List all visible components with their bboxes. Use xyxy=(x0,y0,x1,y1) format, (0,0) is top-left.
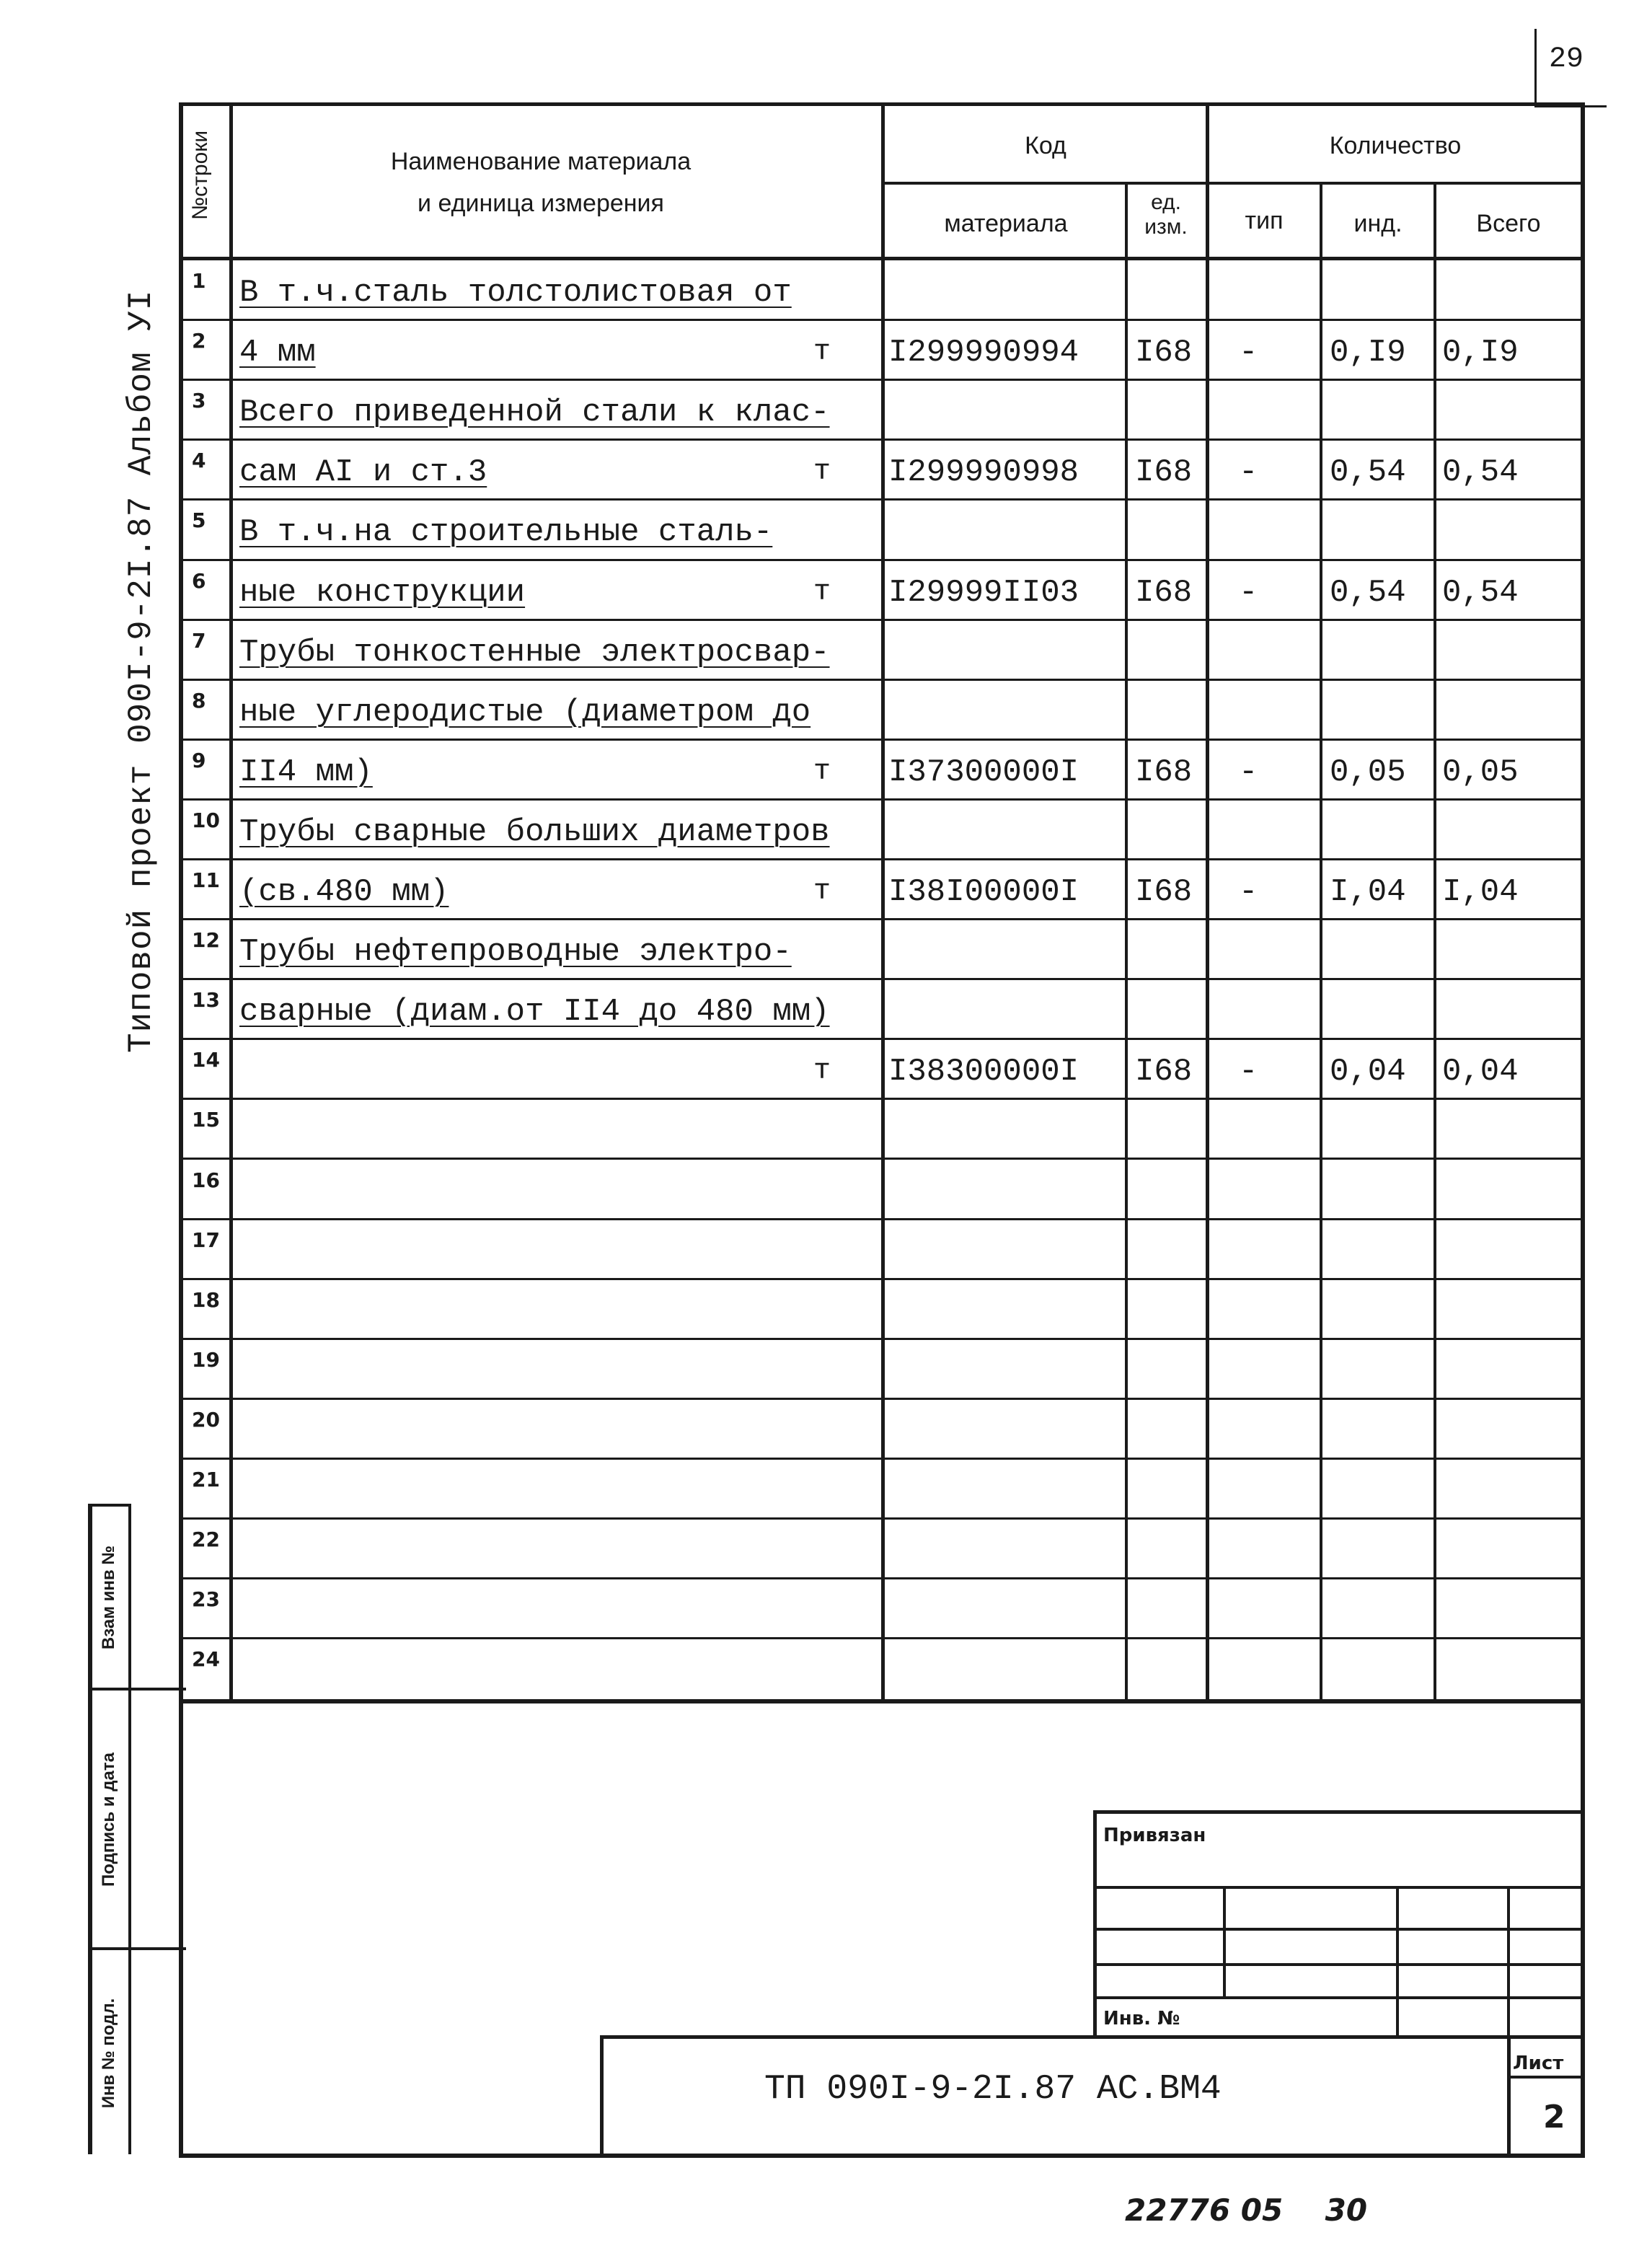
table-bottom-border xyxy=(179,2154,1585,2158)
row-separator xyxy=(179,1637,1585,1639)
row-unit: т xyxy=(813,456,831,488)
tb-col-1 xyxy=(1223,1886,1226,1996)
row-ind: 0,I9 xyxy=(1330,335,1406,371)
row-type: - xyxy=(1239,874,1258,910)
row-separator xyxy=(179,1098,1585,1100)
row-name: В т.ч.сталь толстолистовая от xyxy=(239,275,792,311)
row-ind: 0,04 xyxy=(1330,1054,1406,1090)
row-separator xyxy=(179,1458,1585,1460)
tb-privyazan: Привязан xyxy=(1103,1825,1206,1846)
tb-doc-right xyxy=(1507,2035,1511,2158)
table-body-bottom xyxy=(179,1699,1585,1703)
tb-sheet-label: Лист xyxy=(1513,2053,1564,2074)
row-ind: 0,05 xyxy=(1330,754,1406,790)
row-measure: I68 xyxy=(1135,754,1193,790)
footer-number: 22776 05 30 xyxy=(1125,2192,1368,2228)
row-ind: 0,54 xyxy=(1330,575,1406,611)
row-type: - xyxy=(1239,454,1258,490)
row-name: II4 мм) xyxy=(239,754,373,790)
row-number: 6 xyxy=(192,569,206,593)
row-total: 0,54 xyxy=(1442,454,1519,490)
side-title: Типовой проект 090I-9-2I.87 Альбом УI xyxy=(123,289,160,1053)
col-line-code xyxy=(1125,182,1128,1703)
row-code: I299990994 xyxy=(888,335,1079,371)
row-measure: I68 xyxy=(1135,1054,1193,1090)
row-number: 8 xyxy=(192,689,206,713)
col-line-type xyxy=(1320,182,1322,1703)
row-number: 21 xyxy=(192,1468,220,1491)
row-separator xyxy=(179,1218,1585,1220)
row-number: 22 xyxy=(192,1528,220,1551)
row-ind: 0,54 xyxy=(1330,454,1406,490)
row-name: сварные (диам.от II4 до 480 мм) xyxy=(239,994,830,1030)
row-type: - xyxy=(1239,754,1258,790)
header-total: Всего xyxy=(1476,210,1541,237)
tb-line-3 xyxy=(1093,1963,1585,1966)
row-number: 20 xyxy=(192,1408,220,1432)
row-number: 7 xyxy=(192,629,206,653)
row-total: 0,05 xyxy=(1442,754,1519,790)
header-type: тип xyxy=(1245,207,1284,234)
row-name: Трубы тонкостенные электросвар- xyxy=(239,635,830,671)
row-code: I38300000I xyxy=(888,1054,1079,1090)
header-material: материала xyxy=(944,210,1068,237)
row-separator xyxy=(179,319,1585,321)
row-separator xyxy=(179,1577,1585,1579)
tb-line-4 xyxy=(1093,1996,1585,1999)
row-total: 0,54 xyxy=(1442,575,1519,611)
row-number: 11 xyxy=(192,868,220,892)
row-type: - xyxy=(1239,575,1258,611)
row-type: - xyxy=(1239,335,1258,371)
row-number: 19 xyxy=(192,1348,220,1372)
row-number: 16 xyxy=(192,1168,220,1192)
row-total: 0,04 xyxy=(1442,1054,1519,1090)
row-separator xyxy=(179,1517,1585,1520)
table-left-border xyxy=(179,102,183,2158)
row-separator xyxy=(179,1338,1585,1340)
row-number: 3 xyxy=(192,389,206,413)
col-line-name xyxy=(881,102,885,1703)
row-name: Трубы нефтепроводные электро- xyxy=(239,934,792,970)
page-number: 29 xyxy=(1549,43,1584,76)
row-unit: т xyxy=(813,576,831,609)
row-separator xyxy=(179,1038,1585,1040)
row-separator xyxy=(179,1158,1585,1160)
tb-doc-left xyxy=(600,2035,604,2158)
row-name: 4 мм xyxy=(239,335,316,371)
row-separator xyxy=(179,858,1585,860)
row-number: 4 xyxy=(192,449,206,472)
row-number: 9 xyxy=(192,749,206,772)
side-stamp-podpis-data: Подпись и дата xyxy=(99,1753,118,1887)
header-ind: инд. xyxy=(1353,210,1403,237)
row-type: - xyxy=(1239,1054,1258,1090)
row-code: I37300000I xyxy=(888,754,1079,790)
header-name-line1: Наименование материала xyxy=(390,148,692,175)
row-separator xyxy=(179,978,1585,980)
row-separator xyxy=(179,739,1585,741)
col-line-unit xyxy=(1206,102,1209,1703)
row-code: I29999II03 xyxy=(888,575,1079,611)
side-stamp-inner-border xyxy=(128,1504,131,2154)
row-name: ные углеродистые (диаметром до xyxy=(239,695,811,731)
row-name: (св.480 мм) xyxy=(239,874,449,910)
row-code: I299990998 xyxy=(888,454,1079,490)
row-number: 1 xyxy=(192,269,206,293)
header-unit-line1: ед. xyxy=(1151,190,1181,214)
row-separator xyxy=(179,619,1585,621)
row-measure: I68 xyxy=(1135,874,1193,910)
tb-doc-code: ТП 090I-9-2I.87 АС.ВМ4 xyxy=(764,2070,1222,2109)
row-separator xyxy=(179,918,1585,920)
header-quantity: Количество xyxy=(1329,132,1462,159)
row-code: I38I00000I xyxy=(888,874,1079,910)
row-unit: т xyxy=(813,336,831,369)
row-number: 18 xyxy=(192,1288,220,1312)
row-separator xyxy=(179,679,1585,681)
row-separator xyxy=(179,379,1585,381)
header-unit-line2: изм. xyxy=(1144,215,1188,239)
row-separator xyxy=(179,559,1585,561)
row-name: сам АI и ст.3 xyxy=(239,454,487,490)
row-name: Трубы сварные больших диаметров xyxy=(239,814,830,850)
row-ind: I,04 xyxy=(1330,874,1406,910)
row-number: 24 xyxy=(192,1647,220,1671)
row-separator xyxy=(179,498,1585,501)
row-name: В т.ч.на строительные сталь- xyxy=(239,514,773,550)
row-number: 15 xyxy=(192,1108,220,1132)
row-number: 13 xyxy=(192,988,220,1012)
tb-sheet-number: 2 xyxy=(1543,2099,1565,2135)
side-stamp-inv-podl: Инв № подл. xyxy=(99,1998,118,2109)
row-total: 0,I9 xyxy=(1442,335,1519,371)
tb-col-3 xyxy=(1507,1886,1510,2037)
row-number: 14 xyxy=(192,1048,220,1072)
table-right-border xyxy=(1581,102,1585,2158)
header-code: Код xyxy=(1025,132,1066,159)
row-unit: т xyxy=(813,1055,831,1088)
row-separator xyxy=(179,1398,1585,1400)
tb-line-2 xyxy=(1093,1928,1585,1931)
header-name-line2: и единица измерения xyxy=(418,190,664,217)
row-measure: I68 xyxy=(1135,575,1193,611)
tb-left-border xyxy=(1093,1810,1097,2038)
header-mid-line xyxy=(881,182,1585,185)
page-number-divider xyxy=(1534,29,1537,107)
side-stamp-vzam-inv: Взам инв № xyxy=(99,1545,118,1650)
side-stamp-left-border xyxy=(88,1504,92,2154)
row-separator xyxy=(179,438,1585,441)
row-unit: т xyxy=(813,756,831,788)
tb-line-1 xyxy=(1093,1886,1585,1889)
row-number: 5 xyxy=(192,508,206,532)
row-number: 23 xyxy=(192,1587,220,1611)
tb-sheet-sep xyxy=(1507,2076,1585,2079)
row-total: I,04 xyxy=(1442,874,1519,910)
tb-col-2 xyxy=(1396,1886,1399,2037)
col-line-ind xyxy=(1434,182,1436,1703)
row-number: 12 xyxy=(192,928,220,952)
row-separator xyxy=(179,798,1585,801)
row-unit: т xyxy=(813,876,831,908)
row-name: Всего приведенной стали к клас- xyxy=(239,394,830,431)
tb-inv-no: Инв. № xyxy=(1103,2008,1180,2029)
row-separator xyxy=(179,1278,1585,1280)
row-measure: I68 xyxy=(1135,335,1193,371)
row-number: 2 xyxy=(192,329,206,353)
header-row-no: №строки xyxy=(188,130,212,220)
row-measure: I68 xyxy=(1135,454,1193,490)
row-number: 17 xyxy=(192,1228,220,1252)
tb-doc-top xyxy=(600,2035,1585,2039)
row-number: 10 xyxy=(192,808,220,832)
row-name: ные конструкции xyxy=(239,575,526,611)
tb-top-border xyxy=(1093,1810,1585,1814)
